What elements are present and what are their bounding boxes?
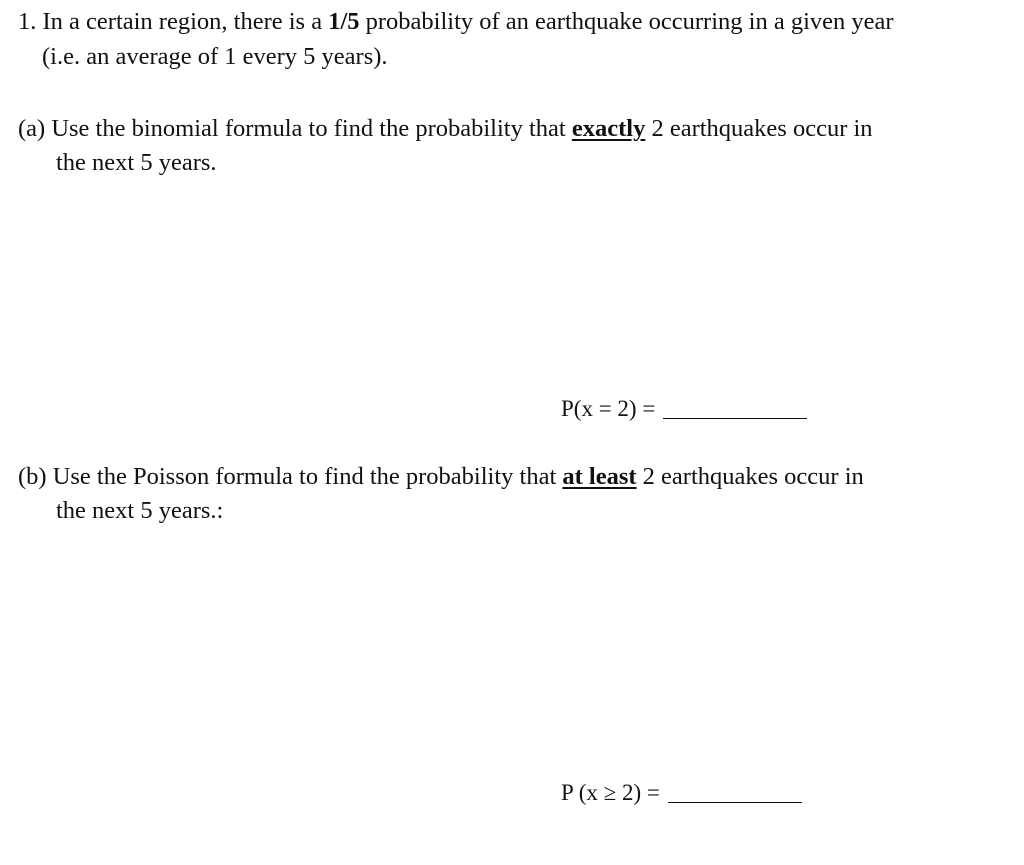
part-b-line-2: the next 5 years.: (56, 497, 224, 524)
part-b-line-1 (18, 462, 864, 492)
part-b-text-pre: Use the Poisson formula to find the probability that (52, 463, 563, 490)
part-a-emphasis: exactly (571, 115, 646, 142)
question-line-2: (i.e. an average of 1 every 5 years). (42, 43, 388, 70)
part-a-label: (a) (18, 115, 46, 142)
part-b-answer-blank[interactable] (668, 782, 802, 803)
part-a-answer-blank[interactable] (663, 398, 807, 419)
part-a-text-pre: Use the binomial formula to find the probability that (51, 115, 572, 142)
question-text-post: probability of an earthquake occurring in a given year (359, 8, 894, 35)
probability-value: 1/5 (328, 8, 360, 35)
part-a-text-post: 2 earthquakes occur in (645, 115, 873, 142)
part-b-answer (561, 779, 802, 807)
part-a-answer-label: P(x = 2) = (561, 396, 656, 421)
question-text-pre: In a certain region, there is a (42, 8, 329, 35)
part-a-line-2: the next 5 years. (56, 149, 217, 176)
question-line-1 (18, 7, 894, 37)
part-a-line-1 (18, 114, 873, 144)
part-b-text-post: 2 earthquakes occur in (636, 463, 864, 490)
part-a-answer (561, 395, 807, 423)
part-b-emphasis: at least (562, 463, 637, 490)
question-number: 1. (18, 8, 37, 35)
part-b-label: (b) (18, 463, 47, 490)
part-b-answer-label: P (x ≥ 2) = (561, 780, 660, 805)
